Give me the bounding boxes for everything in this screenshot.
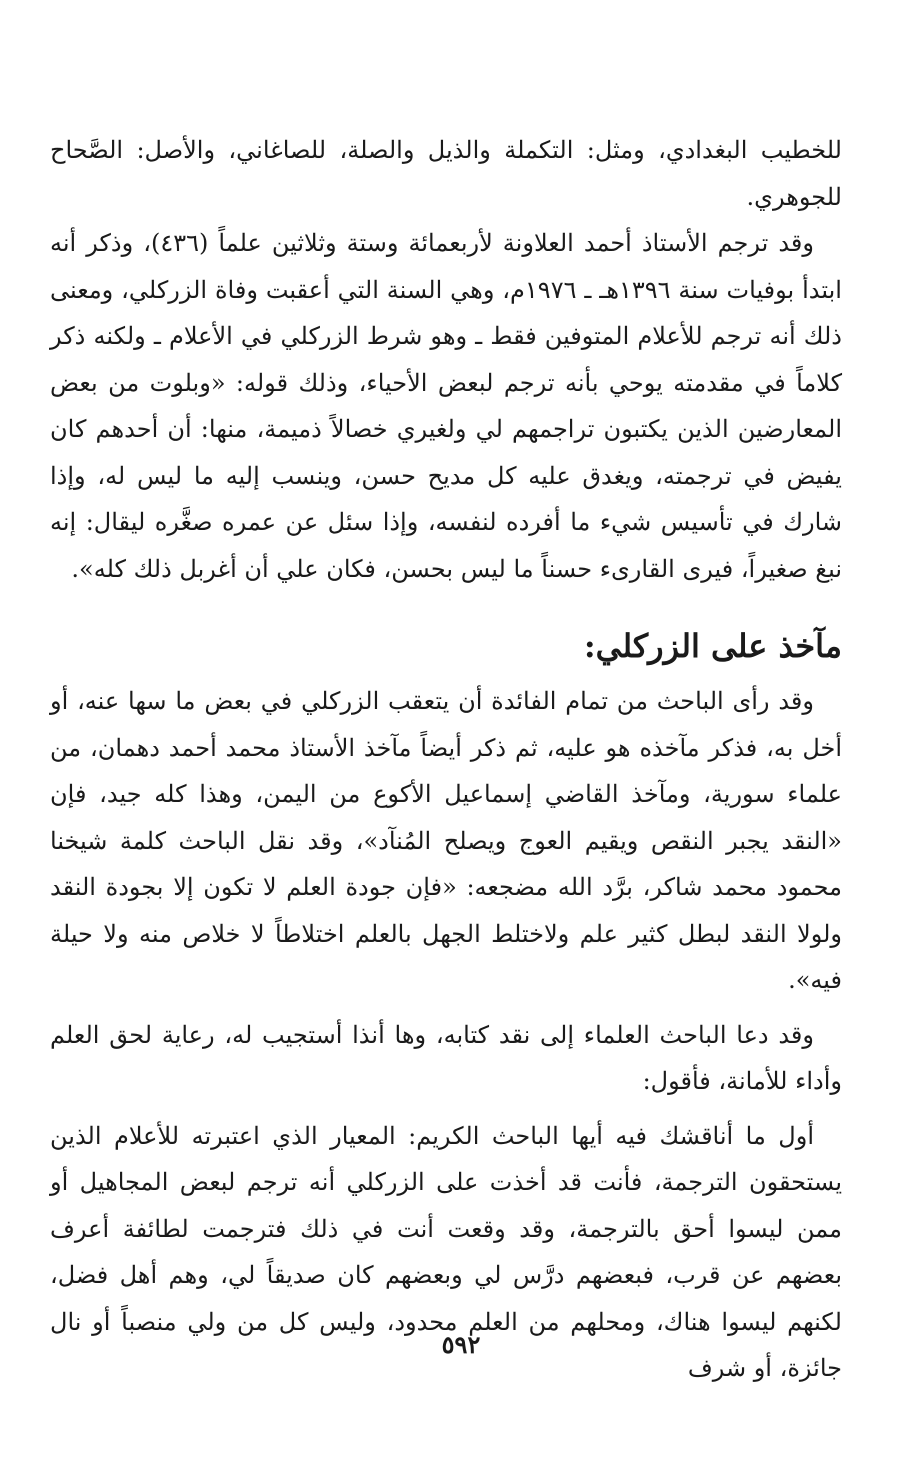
bottom-text-block [50,678,842,1392]
paragraph-critiques: وقد رأى الباحث من تمام الفائدة أن يتعقب الزركلي في بعض ما سها عنه، أو أخل به، فذكر مآخذه هو عليه، ثم ذكر أيضاً مآخذ الأستاذ محمد أحمد دهمان، من علماء سورية، ومآخذ القاضي إسماعيل الأكوع من اليمن، وهذا كله جيد، فإن «النقد يجبر النقص ويقيم العوج ويصلح المُنآد»، وقد نقل الباحث كلمة شيخنا محمود محمد شاكر، برَّد الله مضجعه: «فإن جودة العلم لا تكون إلا بجودة النقد ولولا النقد لبطل كثير علم ولاختلط الجهل بالعلم اختلاطاً لا خلاص منه ولا حيلة فيه». [50,687,842,994]
section-heading: مآخذ على الزركلي: [583,627,842,665]
paragraph-first-point: أول ما أناقشك فيه أيها الباحث الكريم: المعيار الذي اعتبرته للأعلام الذين يستحقون الترجمة، فأنت قد أخذت على الزركلي أنه ترجم لبعض المجاهيل أو ممن ليسوا أحق بالترجمة، وقد وقعت أنت في ذلك فترجمت لطائفة أعرف بعضهم عن قرب، فبعضهم درَّس لي وبعضهم كان صديقاً لي، وهم أهل فضل، لكنهم ليسوا هناك، ومحلهم من العلم محدود، وليس كل من ولي منصباً أو نال جائزة، أو شرف [50,1121,842,1382]
paragraph-alalawna-biographies: وقد ترجم الأستاذ أحمد العلاونة لأربعمائة وستة وثلاثين علماً (٤٣٦)، وذكر أنه ابتدأ بوفيات سنة ١٣٩٦هـ ـ ١٩٧٦م، وهي السنة التي أعقبت وفاة الزركلي، ومعنى ذلك أنه ترجم للأعلام المتوفين فقط ـ وهو شرط الزركلي في الأعلام ـ ولكنه ذكر كلاماً في مقدمته يوحي بأنه ترجم لبعض الأحياء، وذلك قوله: «وبلوت من بعض المعارضين الذين يكتبون تراجمهم لي ولغيري خصالاً ذميمة، منها: أن أحدهم كان يفيض في ترجمته، ويغدق عليه كل مديح حسن، وينسب إليه ما ليس له، وإذا شارك في تأسيس شيء ما أفرده لنفسه، وإذا سئل عن عمره صغَّره ليقال: إنه نبغ صغيراً، فيرى القارىء حسناً ما ليس بحسن، فكان علي أن أغربل ذلك كله». [50,229,842,583]
page-number: ٥٩٢ [441,1330,481,1359]
paragraph-continuation: للخطيب البغدادي، ومثل: التكملة والذيل والصلة، للصاغاني، والأصل: الصَّحاح للجوهري. [50,136,842,211]
paragraph-invitation: وقد دعا الباحث العلماء إلى نقد كتابه، وها أنذا أستجيب له، رعاية لحق العلم وأداء للأمانة، فأقول: [50,1020,842,1095]
top-text-block [50,127,842,592]
